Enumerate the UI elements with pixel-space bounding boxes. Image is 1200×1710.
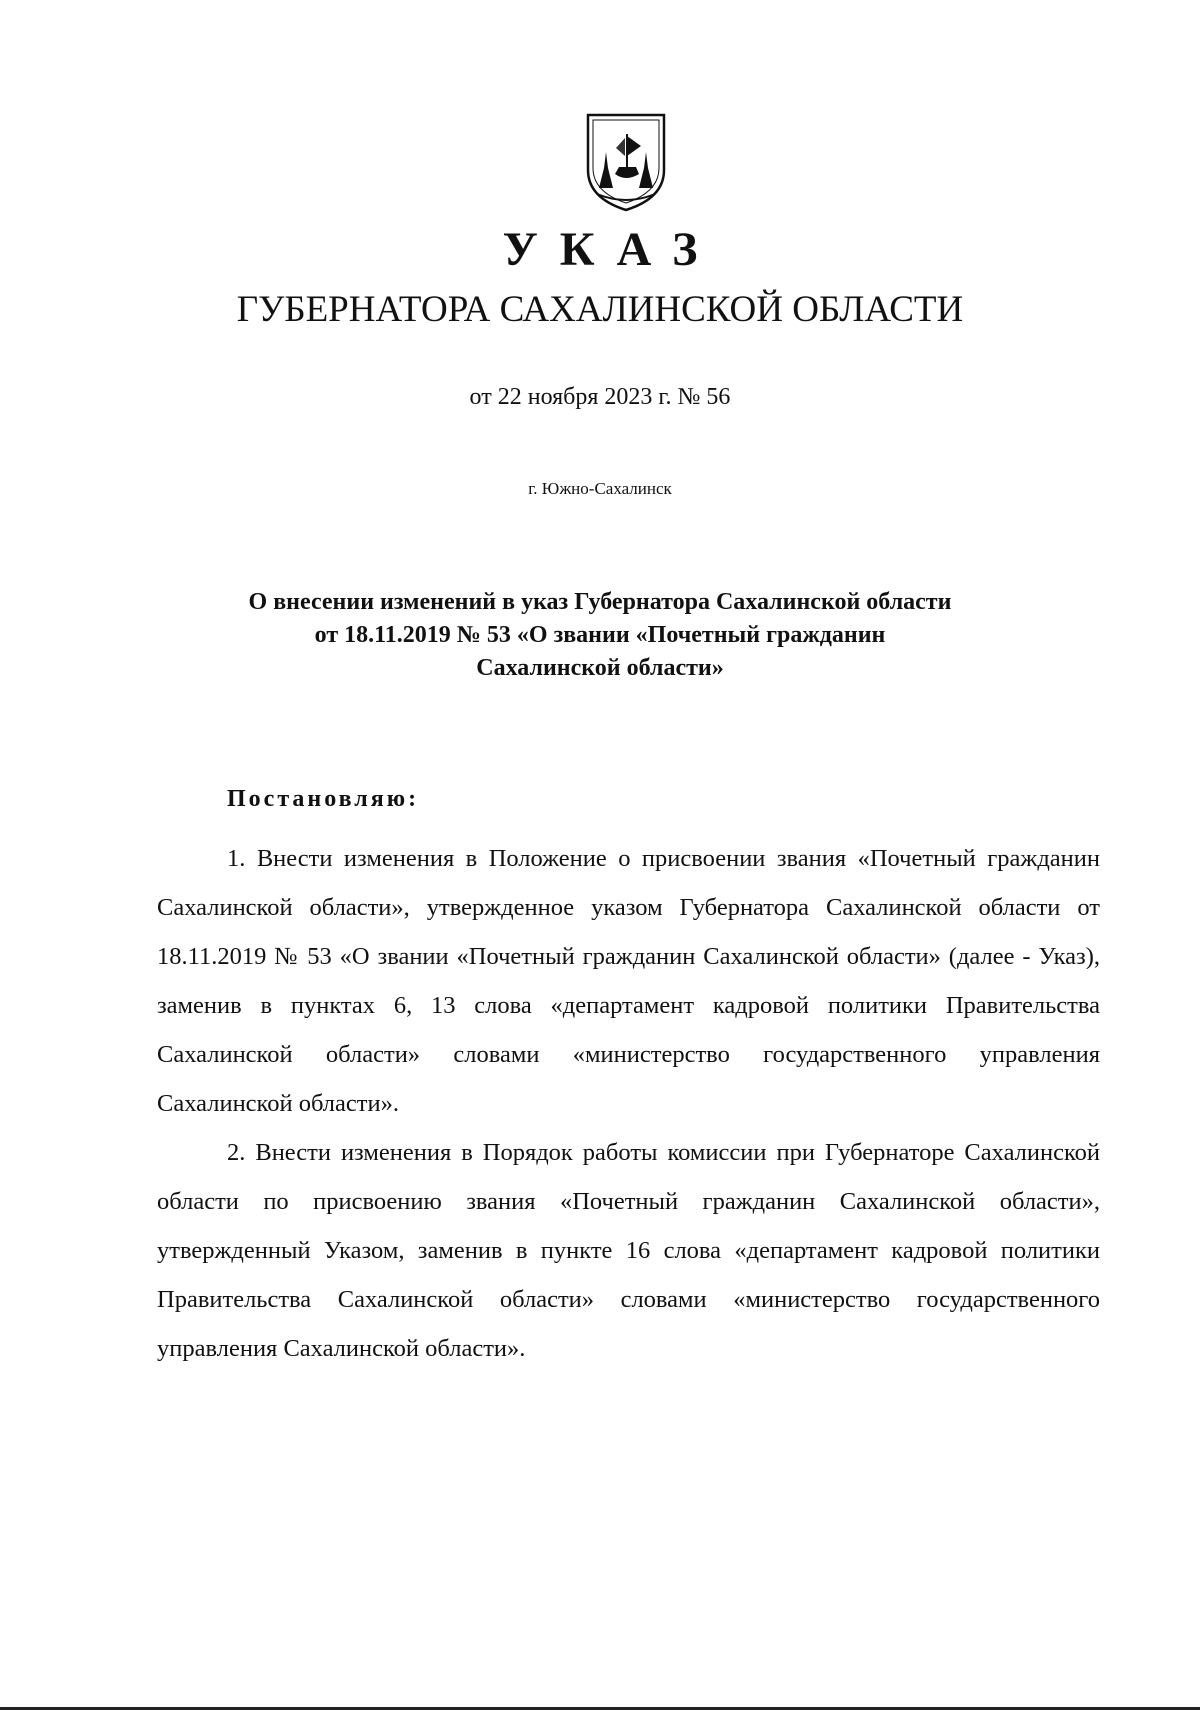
document-title-line: от 18.11.2019 № 53 «О звании «Почетный гражданин xyxy=(314,622,886,648)
issuing-authority: ГУБЕРНАТОРА САХАЛИНСКОЙ ОБЛАСТИ xyxy=(236,289,964,330)
document-title-line: О внесении изменений в указ Губернатора Сахалинской области xyxy=(248,589,952,615)
document-title-line: Сахалинской области» xyxy=(476,655,724,681)
document-title xyxy=(200,586,1000,685)
decree-word: Постановляю: xyxy=(227,786,420,812)
body-paragraph: 1. Внести изменения в Положение о присвоении звания «Почетный гражданин Сахалинской области», утвержденное указом Губернатора Сахалинской области от 18.11.2019 № 53 «О звании «Почетный гражданин Сахалинской области» (далее - Указ), заменив в пунктах 6, 13 слова «департамент кадровой политики Правительства Сахалинской области» словами «министерство государственного управления Сахалинской области». xyxy=(157,845,1100,1117)
document-city: г. Южно-Сахалинск xyxy=(528,479,672,498)
document-date-number: от 22 ноября 2023 г. № 56 xyxy=(469,384,731,410)
document-type: УКАЗ xyxy=(502,223,720,276)
sakhalin-coat-of-arms-icon xyxy=(585,112,667,212)
document-body xyxy=(157,834,1100,1373)
body-paragraph: 2. Внести изменения в Порядок работы комиссии при Губернаторе Сахалинской области по присвоению звания «Почетный гражданин Сахалинской области», утвержденный Указом, заменив в пункте 16 слова «департамент кадровой политики Правительства Сахалинской области» словами «министерство государственного управления Сахалинской области». xyxy=(157,1139,1100,1362)
